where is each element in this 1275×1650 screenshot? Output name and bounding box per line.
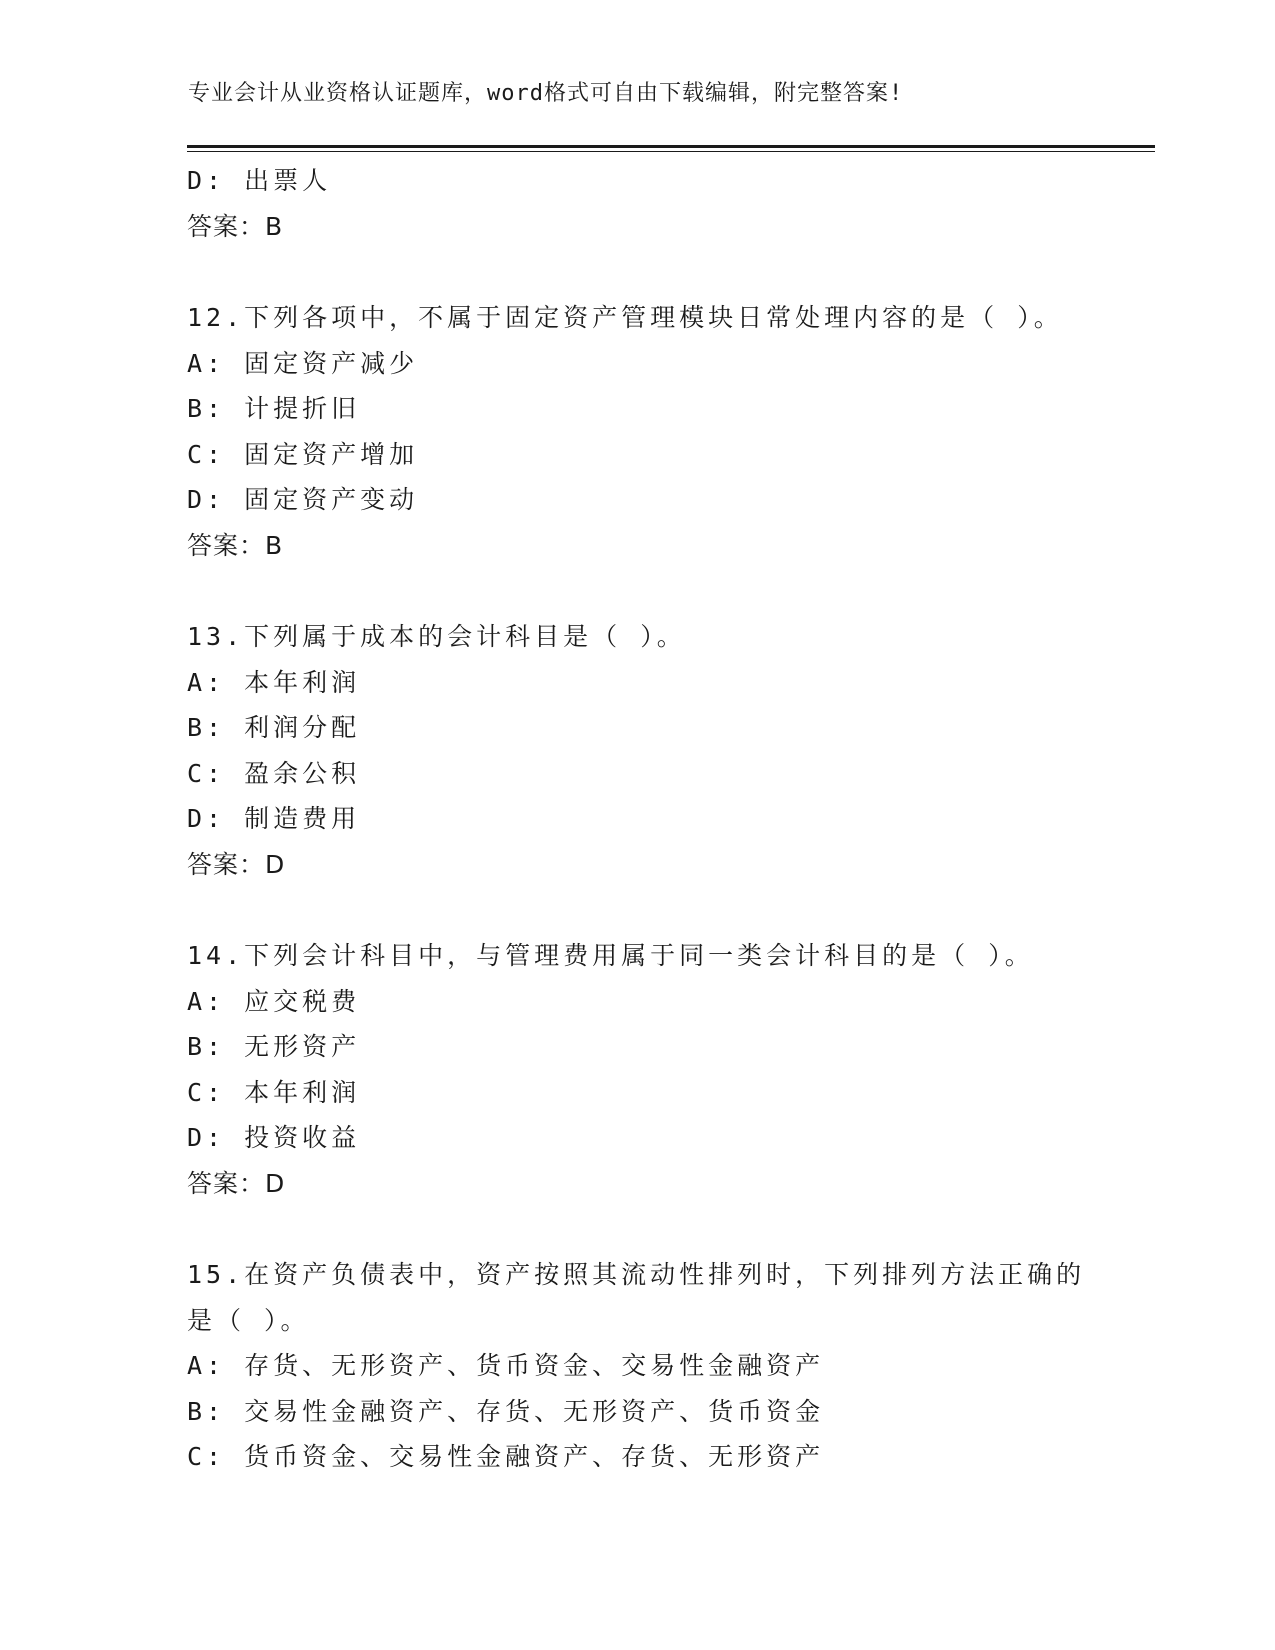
option-b: B: 计提折旧 <box>187 394 361 423</box>
option-a: A: 应交税费 <box>187 986 361 1016</box>
option-d: D: 制造费用 <box>187 804 361 833</box>
option-d: D: 出票人 <box>187 166 332 195</box>
answer: 答案：D <box>187 849 286 879</box>
question-stem-line-2: 是（ ）。 <box>187 1305 310 1335</box>
option-a: A: 本年利润 <box>187 667 361 697</box>
option-a: A: 固定资产减少 <box>187 348 419 378</box>
question-stem: 12.下列各项中，不属于固定资产管理模块日常处理内容的是（ ）。 <box>187 303 1063 332</box>
question-stem-line-1: 15.在资产负债表中，资产按照其流动性排列时，下列排列方法正确的 <box>187 1260 1086 1289</box>
question-15 <box>187 1252 1087 1480</box>
question-14 <box>187 933 1087 1206</box>
answer: 答案：D <box>187 1168 286 1198</box>
option-b: B: 无形资产 <box>187 1032 361 1061</box>
option-b: B: 利润分配 <box>187 713 361 742</box>
option-d: D: 固定资产变动 <box>187 485 419 514</box>
option-c: C: 本年利润 <box>187 1077 361 1107</box>
question-stem: 13.下列属于成本的会计科目是（ ）。 <box>187 622 686 651</box>
question-list <box>187 158 1087 1480</box>
header-rule-thin <box>187 151 1155 152</box>
option-b: B: 交易性金融资产、存货、无形资产、货币资金 <box>187 1396 825 1426</box>
header-rule-thick <box>187 145 1155 148</box>
option-c: C: 固定资产增加 <box>187 439 419 469</box>
question-stem: 14.下列会计科目中，与管理费用属于同一类会计科目的是（ ）。 <box>187 941 1034 970</box>
question-13 <box>187 614 1087 887</box>
answer: 答案：B <box>187 211 284 241</box>
option-c: C: 盈余公积 <box>187 758 361 788</box>
question-11-tail <box>187 158 1087 249</box>
question-12 <box>187 295 1087 568</box>
answer: 答案：B <box>187 530 284 560</box>
option-d: D: 投资收益 <box>187 1123 361 1152</box>
option-a: A: 存货、无形资产、货币资金、交易性金融资产 <box>187 1351 825 1380</box>
option-c: C: 货币资金、交易性金融资产、存货、无形资产 <box>187 1442 825 1471</box>
header-text: 专业会计从业资格认证题库，word格式可自由下载编辑，附完整答案! <box>188 81 904 106</box>
